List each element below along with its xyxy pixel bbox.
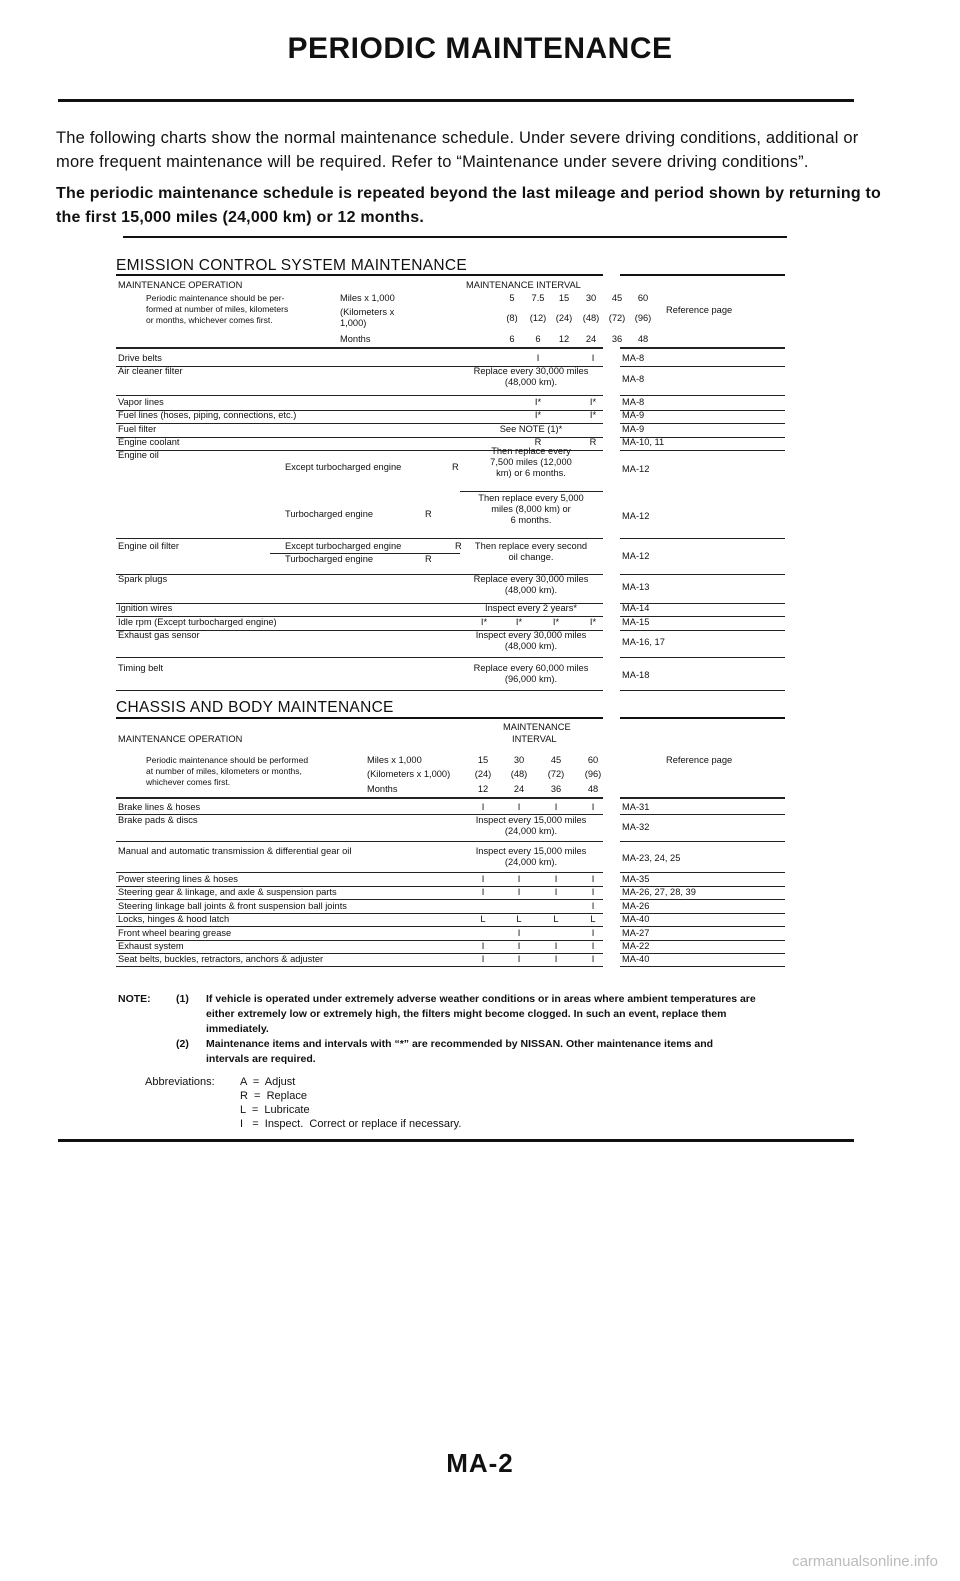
emission-interval-text: (48,000 km). bbox=[504, 641, 558, 651]
emission-months-value: 6 bbox=[509, 334, 515, 344]
emission-miles-value: 5 bbox=[509, 293, 515, 303]
emission-km-label-1: (Kilometers x bbox=[340, 307, 395, 317]
emission-interval-text: Replace every 60,000 miles bbox=[473, 663, 589, 673]
chassis-miles-value: 15 bbox=[477, 755, 489, 765]
chassis-ref-header: Reference page bbox=[666, 755, 733, 765]
emission-interval-mark: R bbox=[534, 437, 542, 447]
page-number: MA-2 bbox=[446, 1448, 514, 1478]
chassis-miles-value: 30 bbox=[513, 755, 525, 765]
chassis-interval-mark: I bbox=[591, 802, 595, 812]
chassis-months-value: 24 bbox=[513, 784, 525, 794]
chassis-row-rule bbox=[116, 926, 603, 927]
chassis-km-value: (96) bbox=[584, 769, 602, 779]
emission-item-name: Idle rpm (Except turbocharged engine) bbox=[118, 617, 277, 627]
emission-item-name: Engine oil filter bbox=[118, 541, 179, 551]
emission-ref-rule bbox=[620, 657, 785, 658]
chassis-ref-header-rule bbox=[620, 797, 785, 799]
abbreviation-replace: R = Replace bbox=[240, 1090, 307, 1102]
emission-interval-mark: R bbox=[425, 554, 432, 564]
emission-km-value: (72) bbox=[608, 313, 626, 323]
emission-months-value: 24 bbox=[585, 334, 597, 344]
emission-interval-mark: I bbox=[591, 353, 595, 363]
abbreviation-adjust: A = Adjust bbox=[240, 1076, 296, 1088]
emission-row-rule bbox=[116, 395, 603, 396]
emission-interval-mark: R bbox=[425, 509, 432, 519]
chassis-interval-mark: I bbox=[591, 874, 595, 884]
emission-interval-mark: R bbox=[452, 462, 459, 472]
emission-item-name: Air cleaner filter bbox=[118, 366, 183, 376]
emission-reference-page: MA-13 bbox=[622, 581, 650, 592]
emission-reference-page: MA-8 bbox=[622, 373, 645, 384]
emission-op-desc-1: Periodic maintenance should be per- bbox=[146, 293, 285, 303]
emission-item-name: Exhaust gas sensor bbox=[118, 630, 200, 640]
chassis-interval-mark: I bbox=[517, 874, 521, 884]
chassis-interval-mark: I bbox=[554, 954, 558, 964]
emission-top-rule bbox=[116, 274, 603, 276]
emission-interval-mark: R bbox=[455, 541, 462, 551]
emission-ref-top-rule bbox=[620, 274, 785, 276]
emission-reference-page: MA-15 bbox=[622, 617, 650, 627]
emission-ref-header-rule bbox=[620, 347, 785, 349]
emission-ref-rule bbox=[620, 538, 785, 539]
emission-km-value: (24) bbox=[555, 313, 573, 323]
chassis-km-value: (24) bbox=[474, 769, 492, 779]
emission-item-name: Fuel lines (hoses, piping, connections, etc.) bbox=[118, 410, 297, 420]
emission-km-value: (12) bbox=[529, 313, 547, 323]
chassis-item-name: Brake pads & discs bbox=[118, 815, 198, 825]
chassis-reference-page: MA-26 bbox=[622, 901, 650, 911]
emission-reference-page: MA-9 bbox=[622, 410, 645, 420]
emission-header-rule bbox=[116, 347, 603, 349]
chassis-item-name: Steering gear & linkage, and axle & suspension parts bbox=[118, 887, 337, 897]
emission-interval-text: (48,000 km). bbox=[504, 585, 558, 595]
emission-interval-text: miles (8,000 km) or bbox=[491, 504, 571, 514]
chassis-interval-mark: I bbox=[591, 954, 595, 964]
chassis-ref-rule bbox=[620, 899, 785, 900]
chassis-reference-page: MA-40 bbox=[622, 914, 650, 924]
chassis-miles-label: Miles x 1,000 bbox=[367, 755, 422, 765]
emission-reference-page: MA-14 bbox=[622, 603, 650, 613]
chassis-reference-page: MA-35 bbox=[622, 874, 650, 884]
emission-item-name: Engine coolant bbox=[118, 437, 180, 447]
section-rule bbox=[123, 236, 787, 238]
note-2-number: (2) bbox=[176, 1038, 189, 1050]
emission-interval-text: 7,500 miles (12,000 bbox=[490, 457, 572, 467]
chassis-interval-mark: I bbox=[591, 928, 595, 938]
abbreviations-label: Abbreviations: bbox=[145, 1076, 215, 1088]
chassis-section-title: CHASSIS AND BODY MAINTENANCE bbox=[116, 699, 394, 716]
emission-months-value: 48 bbox=[637, 334, 649, 344]
emission-ref-rule bbox=[620, 366, 785, 367]
chassis-ref-rule bbox=[620, 872, 785, 873]
chassis-interval-mark: L bbox=[553, 914, 559, 924]
chassis-header-rule bbox=[116, 797, 603, 799]
chassis-top-rule bbox=[116, 717, 603, 719]
emission-interval-text: Inspect every 30,000 miles bbox=[475, 630, 587, 640]
chassis-interval-mark: I bbox=[481, 874, 485, 884]
emission-item-name: Engine oil bbox=[118, 450, 159, 460]
chassis-months-value: 12 bbox=[477, 784, 489, 794]
abbreviation-lubricate: L = Lubricate bbox=[240, 1104, 310, 1116]
emission-interval-text: (48,000 km). bbox=[504, 377, 558, 387]
title-rule bbox=[58, 99, 854, 102]
emission-ref-header: Reference page bbox=[666, 305, 733, 315]
chassis-km-label: (Kilometers x 1,000) bbox=[367, 769, 451, 779]
emission-reference-page: MA-12 bbox=[622, 463, 650, 474]
emission-interval-text: Replace every 30,000 miles bbox=[473, 574, 589, 584]
chassis-ref-rule bbox=[620, 841, 785, 842]
chassis-interval-mark: I bbox=[517, 941, 521, 951]
chassis-interval-mark: I bbox=[517, 954, 521, 964]
emission-item-sub: Except turbocharged engine bbox=[285, 462, 402, 472]
chassis-interval-mark: I bbox=[591, 941, 595, 951]
emission-interval-mark: I* bbox=[589, 617, 597, 627]
emission-interval-text: Then replace every 5,000 bbox=[478, 493, 584, 503]
note-2-line-2: intervals are required. bbox=[206, 1053, 316, 1065]
chassis-interval-mark: L bbox=[590, 914, 596, 924]
chassis-op-desc-1: Periodic maintenance should be performed bbox=[146, 755, 309, 765]
emission-miles-value: 45 bbox=[611, 293, 623, 303]
emission-interval-mark: R bbox=[589, 437, 597, 447]
emission-miles-label: Miles x 1,000 bbox=[340, 293, 395, 303]
emission-ref-rule bbox=[620, 450, 785, 451]
emission-interval-text: Then replace every second bbox=[474, 541, 588, 551]
emission-interval-text: 6 months. bbox=[510, 515, 552, 525]
chassis-item-name: Manual and automatic transmission & differential gear oil bbox=[118, 846, 352, 856]
emission-section-title: EMISSION CONTROL SYSTEM MAINTENANCE bbox=[116, 257, 467, 274]
emission-interval-text: Inspect every 2 years* bbox=[485, 603, 577, 613]
chassis-km-value: (48) bbox=[510, 769, 528, 779]
emission-interval-text: oil change. bbox=[508, 552, 554, 562]
emission-row-rule bbox=[270, 553, 460, 554]
emission-km-value: (8) bbox=[506, 313, 518, 323]
chassis-item-name: Brake lines & hoses bbox=[118, 802, 201, 812]
emission-interval-header: MAINTENANCE INTERVAL bbox=[466, 280, 581, 290]
emission-row-rule bbox=[460, 491, 603, 492]
abbreviation-inspect: I = Inspect. Correct or replace if necessary. bbox=[240, 1118, 462, 1130]
emission-months-label: Months bbox=[340, 334, 371, 344]
chassis-interval-mark: I bbox=[554, 941, 558, 951]
note-1-line-3: immediately. bbox=[206, 1023, 269, 1035]
emission-op-desc-2: formed at number of miles, kilometers bbox=[146, 304, 289, 314]
emission-ref-rule bbox=[620, 690, 785, 691]
chassis-miles-value: 45 bbox=[550, 755, 562, 765]
chassis-row-rule bbox=[116, 872, 603, 873]
chassis-item-name: Front wheel bearing grease bbox=[118, 928, 232, 938]
chassis-interval-mark: I bbox=[554, 887, 558, 897]
chassis-reference-page: MA-23, 24, 25 bbox=[622, 852, 681, 863]
chassis-months-value: 36 bbox=[550, 784, 562, 794]
chassis-item-name: Steering linkage ball joints & front suspension ball joints bbox=[118, 901, 347, 911]
emission-reference-page: MA-10, 11 bbox=[622, 437, 665, 447]
chassis-reference-page: MA-27 bbox=[622, 928, 650, 938]
chassis-reference-page: MA-31 bbox=[622, 802, 650, 812]
emission-months-value: 6 bbox=[535, 334, 541, 344]
emission-reference-page: MA-12 bbox=[622, 550, 650, 561]
chassis-interval-text: (24,000 km). bbox=[504, 826, 558, 836]
emission-months-value: 36 bbox=[611, 334, 623, 344]
chassis-ref-rule bbox=[620, 966, 785, 967]
chassis-interval-mark: I bbox=[517, 887, 521, 897]
emission-item-name: Spark plugs bbox=[118, 574, 168, 584]
chassis-interval-header-1: MAINTENANCE bbox=[503, 722, 571, 732]
emission-km-value: (48) bbox=[582, 313, 600, 323]
emission-interval-mark: I* bbox=[589, 397, 597, 407]
emission-op-desc-3: or months, whichever comes first. bbox=[146, 315, 273, 325]
emission-item-name: Ignition wires bbox=[118, 603, 173, 613]
emission-interval-mark: I* bbox=[534, 410, 542, 420]
emission-item-name: Timing belt bbox=[118, 663, 164, 673]
emission-interval-mark: I* bbox=[589, 410, 597, 420]
chassis-reference-page: MA-40 bbox=[622, 954, 650, 964]
chassis-op-desc-3: whichever comes first. bbox=[146, 777, 231, 787]
chassis-interval-mark: L bbox=[480, 914, 486, 924]
emission-miles-value: 15 bbox=[558, 293, 570, 303]
emission-interval-mark: I bbox=[536, 353, 540, 363]
emission-row-rule bbox=[116, 657, 603, 658]
emission-miles-value: 7.5 bbox=[531, 293, 545, 303]
emission-item-sub: Turbocharged engine bbox=[285, 554, 374, 564]
chassis-item-name: Seat belts, buckles, retractors, anchors & adjuster bbox=[118, 954, 324, 964]
emission-interval-mark: I* bbox=[515, 617, 523, 627]
emission-op-header: MAINTENANCE OPERATION bbox=[118, 280, 243, 290]
emission-item-name: Fuel filter bbox=[118, 424, 157, 434]
chassis-item-name: Power steering lines & hoses bbox=[118, 874, 238, 884]
emission-row-rule bbox=[116, 538, 603, 539]
chassis-reference-page: MA-32 bbox=[622, 821, 650, 832]
chassis-interval-mark: I bbox=[591, 887, 595, 897]
chassis-ref-top-rule bbox=[620, 717, 785, 719]
emission-interval-text: See NOTE (1)* bbox=[499, 424, 563, 434]
note-label: NOTE: bbox=[118, 993, 151, 1005]
emission-miles-value: 30 bbox=[585, 293, 597, 303]
chassis-interval-mark: I bbox=[481, 887, 485, 897]
chassis-row-rule bbox=[116, 966, 603, 967]
chassis-interval-mark: L bbox=[516, 914, 522, 924]
emission-interval-mark: I* bbox=[534, 397, 542, 407]
chassis-miles-value: 60 bbox=[587, 755, 599, 765]
chassis-interval-text: Inspect every 15,000 miles bbox=[475, 815, 587, 825]
emission-interval-text: Replace every 30,000 miles bbox=[473, 366, 589, 376]
chassis-interval-header-2: INTERVAL bbox=[512, 734, 557, 744]
note-1-number: (1) bbox=[176, 993, 189, 1005]
emission-reference-page: MA-16, 17 bbox=[622, 636, 665, 647]
chassis-interval-mark: I bbox=[481, 941, 485, 951]
chassis-row-rule bbox=[116, 899, 603, 900]
note-1-line-2: either extremely low or extremely high, the filters might become clogged. In such an event, replace them bbox=[206, 1008, 727, 1020]
emission-row-rule bbox=[116, 690, 603, 691]
emission-ref-rule bbox=[620, 395, 785, 396]
intro-repeat-note: The periodic maintenance schedule is repeated beyond the last mileage and period shown by returning to the first 15,000 miles (24,000 km) or 12 months. bbox=[56, 185, 882, 226]
intro-paragraph: The following charts show the normal maintenance schedule. Under severe driving conditions, additional or more frequent maintenance will be required. Refer to “Maintenance under severe driving conditions”. bbox=[56, 129, 859, 171]
emission-ref-rule bbox=[620, 423, 785, 424]
note-2-line-1: Maintenance items and intervals with “*” are recommended by NISSAN. Other maintenance items and bbox=[206, 1038, 714, 1050]
watermark: carmanualsonline.info bbox=[792, 1553, 938, 1570]
chassis-row-rule bbox=[116, 841, 603, 842]
emission-item-sub: Turbocharged engine bbox=[285, 509, 374, 519]
chassis-months-value: 48 bbox=[587, 784, 599, 794]
emission-miles-value: 60 bbox=[637, 293, 649, 303]
emission-interval-text: (96,000 km). bbox=[504, 674, 558, 684]
note-1-line-1: If vehicle is operated under extremely adverse weather conditions or in areas where ambient temperatures are bbox=[206, 993, 756, 1005]
chassis-interval-mark: I bbox=[554, 802, 558, 812]
chassis-op-header: MAINTENANCE OPERATION bbox=[118, 734, 243, 744]
chassis-interval-mark: I bbox=[517, 802, 521, 812]
chassis-item-name: Exhaust system bbox=[118, 941, 184, 951]
emission-item-name: Drive belts bbox=[118, 353, 162, 363]
bottom-rule bbox=[58, 1139, 854, 1142]
emission-item-name: Vapor lines bbox=[118, 397, 164, 407]
emission-interval-mark: I* bbox=[480, 617, 488, 627]
emission-item-sub: Except turbocharged engine bbox=[285, 541, 402, 551]
chassis-reference-page: MA-26, 27, 28, 39 bbox=[622, 887, 696, 897]
chassis-months-label: Months bbox=[367, 784, 398, 794]
chassis-op-desc-2: at number of miles, kilometers or months, bbox=[146, 766, 302, 776]
emission-reference-page: MA-18 bbox=[622, 669, 650, 680]
page-title: PERIODIC MAINTENANCE bbox=[287, 32, 673, 65]
chassis-interval-mark: I bbox=[554, 874, 558, 884]
emission-km-value: (96) bbox=[634, 313, 652, 323]
emission-interval-mark: I* bbox=[552, 617, 560, 627]
chassis-interval-text: Inspect every 15,000 miles bbox=[475, 846, 587, 856]
emission-reference-page: MA-9 bbox=[622, 424, 645, 434]
chassis-ref-rule bbox=[620, 926, 785, 927]
emission-reference-page: MA-8 bbox=[622, 397, 645, 407]
emission-km-label-2: 1,000) bbox=[340, 318, 367, 328]
emission-reference-page: MA-12 bbox=[622, 510, 650, 521]
chassis-interval-mark: I bbox=[481, 954, 485, 964]
emission-ref-rule bbox=[620, 630, 785, 631]
chassis-interval-mark: I bbox=[591, 901, 595, 911]
chassis-interval-mark: I bbox=[517, 928, 521, 938]
chassis-ref-rule bbox=[620, 814, 785, 815]
chassis-km-value: (72) bbox=[547, 769, 565, 779]
emission-ref-rule bbox=[620, 574, 785, 575]
chassis-reference-page: MA-22 bbox=[622, 941, 650, 951]
chassis-item-name: Locks, hinges & hood latch bbox=[118, 914, 230, 924]
emission-ref-rule bbox=[620, 410, 785, 411]
emission-reference-page: MA-8 bbox=[622, 353, 645, 363]
emission-months-value: 12 bbox=[558, 334, 570, 344]
emission-interval-text: km) or 6 months. bbox=[496, 468, 566, 478]
emission-interval-text: Then replace every bbox=[491, 446, 571, 456]
chassis-interval-text: (24,000 km). bbox=[504, 857, 558, 867]
chassis-interval-mark: I bbox=[481, 802, 485, 812]
